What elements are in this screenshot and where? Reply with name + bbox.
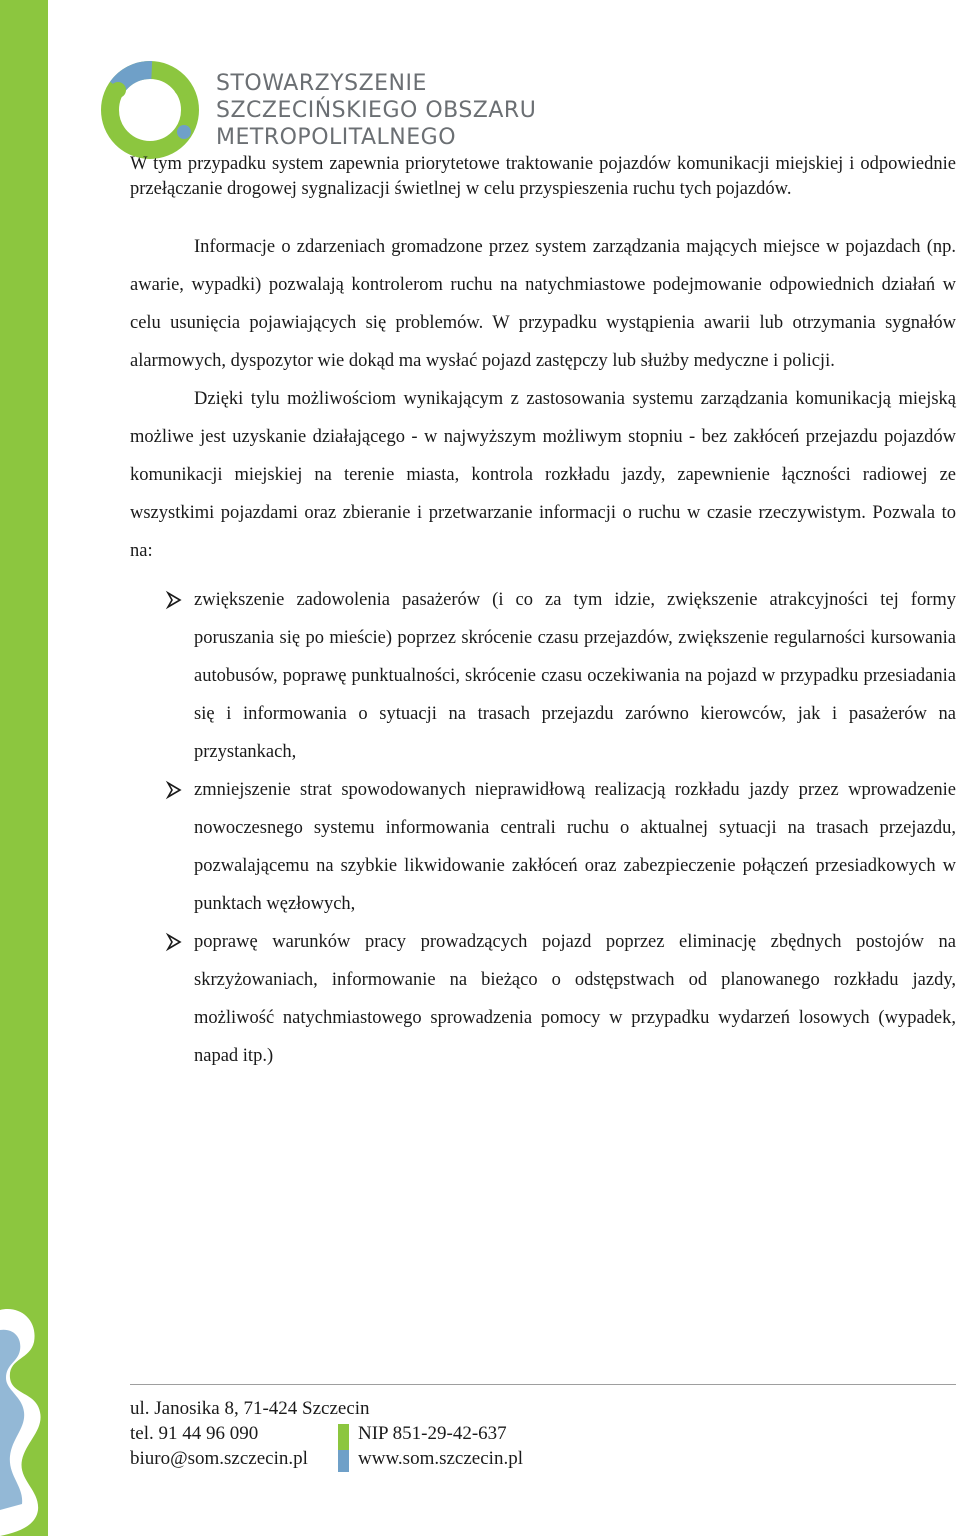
organization-logo <box>100 60 537 160</box>
logo-text-line-3: METROPOLITALNEGO <box>216 125 457 150</box>
logo-text-line-1: STOWARZYSZENIE <box>216 71 427 96</box>
list-item-text: zwiększenie zadowolenia pasażerów (i co za tym idzie, zwiększenie atrakcyjności tej formy poruszania się po mieście) poprzez skrócenie czasu przejazdów, zwiększenie regularności kursowania autobusów, poprawę punktualności, skrócenie czasu oczekiwania na pojazd w przypadku przesiadania się i informowania o sytuacji na trasach przejazdu zarówno kierowców, jak i pasażerów na przystankach, <box>194 590 956 762</box>
footer-contact <box>130 1396 523 1471</box>
footer-email-link[interactable]: biuro@som.szczecin.pl <box>130 1448 308 1469</box>
logo-text-line-2: SZCZECIŃSKIEGO OBSZARU <box>216 98 537 123</box>
list-item <box>130 923 956 1075</box>
footer-nip: NIP 851-29-42-637 <box>358 1423 507 1444</box>
paragraph-3: Dzięki tylu możliwościom wynikającym z zastosowania systemu zarządzania komunikacją miejską możliwe jest uzyskanie działającego - w najwyższym możliwym stopniu - bez zakłóceń przejazdu pojazdów komunikacji miejskiej na terenie miasta, kontrola rozkładu jazdy, zapewnienie łączności radiowej ze wszystkimi pojazdami oraz zbieranie i przetwarzanie informacji o ruchu w czasie rzeczywistym. Pozwala to na: <box>130 389 956 561</box>
footer-divider <box>130 1384 956 1385</box>
list-item <box>130 581 956 771</box>
list-item-text: poprawę warunków pracy prowadzących pojazd poprzez eliminację zbędnych postojów na skrzyżowaniach, informowanie na bieżąco o odstępstwach od planowanego rozkładu jazdy, możliwość natychmiastowego sprowadzenia pomocy w przypadku wydarzeń losowych (wypadek, napad itp.) <box>194 932 956 1066</box>
side-puzzle-icon <box>0 1300 48 1536</box>
document-body <box>130 152 956 1075</box>
paragraph-2: Informacje o zdarzeniach gromadzone przez system zarządzania mających miejsce w pojazdach (np. awarie, wypadki) pozwalają kontrolerom ruchu na natychmiastowe podejmowanie odpowiednich działań w celu usunięcia pojawiających się problemów. W przypadku wystąpienia awarii lub otrzymania sygnałów alarmowych, dyspozytor wie dokąd ma wysłać pojazd zastępczy lub służby medyczne i policji. <box>130 237 956 371</box>
paragraph-1: W tym przypadku system zapewnia priorytetowe traktowanie pojazdów komunikacji miejskiej i odpowiednie przełączanie drogowej sygnalizacji świetlnej w celu przyspieszenia ruchu tych pojazdów. <box>130 154 956 199</box>
list-item <box>130 771 956 923</box>
list-item-text: zmniejszenie strat spowodowanych nieprawidłową realizacją rozkładu jazdy przez wprowadzenie nowoczesnego systemu informowania centrali ruchu o aktualnej sytuacji na trasach przejazdu, pozwalającemu na szybkie likwidowanie zakłóceń oraz zabezpieczenie połączeń przesiadkowych w punktach węzłowych, <box>194 780 956 914</box>
footer-phone: tel. 91 44 96 090 <box>130 1423 259 1444</box>
footer-website-link[interactable]: www.som.szczecin.pl <box>358 1448 523 1469</box>
arrowhead-bullet-icon <box>164 923 184 961</box>
arrowhead-bullet-icon <box>164 581 184 619</box>
benefits-list <box>130 581 956 1075</box>
footer-address: ul. Janosika 8, 71-424 Szczecin <box>130 1398 370 1419</box>
puzzle-ring-logo-icon <box>100 60 200 160</box>
arrowhead-bullet-icon <box>164 771 184 809</box>
